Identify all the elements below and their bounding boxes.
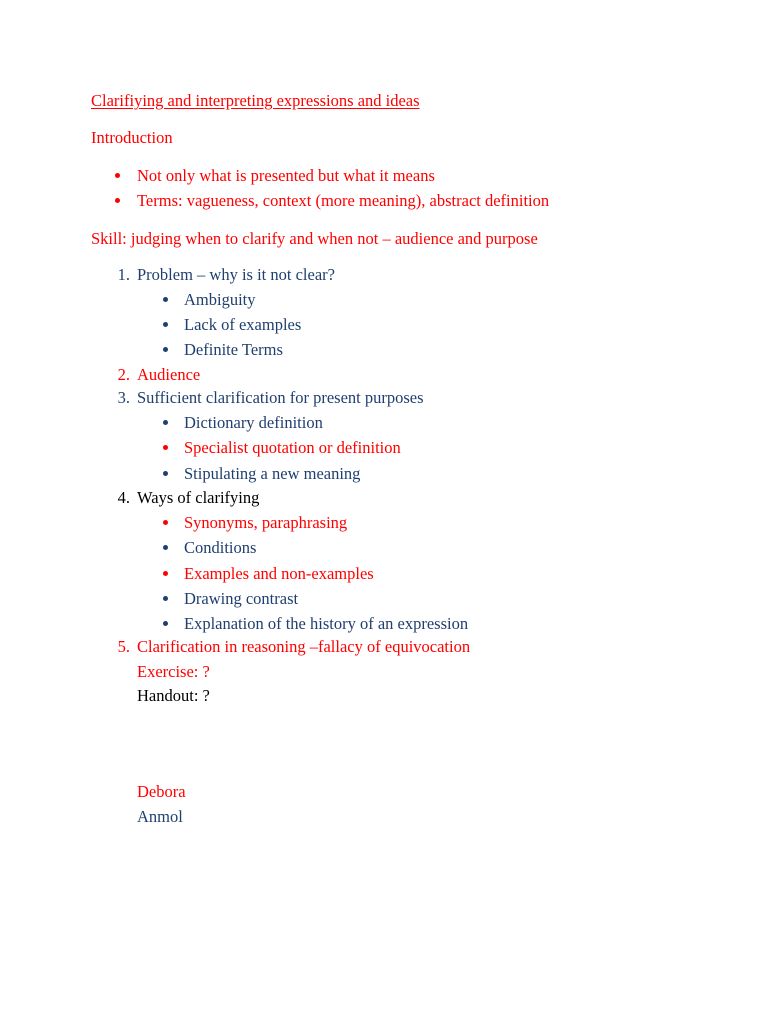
exercise-line: Exercise: ? [137, 662, 210, 681]
section-4-sub-1: Synonyms, paraphrasing [184, 513, 347, 534]
bullet-icon [163, 545, 168, 550]
section-3-sub-2: Specialist quotation or definition [184, 438, 401, 459]
section-1-sub-2: Lack of examples [184, 315, 301, 336]
bullet-icon [115, 173, 120, 178]
section-4-sub-5: Explanation of the history of an expression [184, 614, 468, 635]
bullet-icon [163, 445, 168, 450]
bullet-icon [163, 347, 168, 352]
introduction-heading: Introduction [91, 128, 173, 147]
skill-line: Skill: judging when to clarify and when not – audience and purpose [91, 229, 538, 248]
name-anmol: Anmol [137, 807, 183, 826]
section-1: 1. Problem – why is it not clear? [117, 265, 335, 284]
section-1-sub-3: Definite Terms [184, 340, 283, 361]
bullet-icon [163, 520, 168, 525]
bullet-icon [163, 297, 168, 302]
bullet-icon [163, 322, 168, 327]
section-4-sub-3: Examples and non-examples [184, 564, 374, 585]
bullet-icon [115, 198, 120, 203]
section-4: 4. Ways of clarifying [117, 488, 260, 507]
intro-bullet-2: Terms: vagueness, context (more meaning), abstract definition [137, 191, 549, 212]
handout-line: Handout: ? [137, 686, 210, 705]
bullet-icon [163, 471, 168, 476]
section-3-sub-1: Dictionary definition [184, 413, 323, 434]
bullet-icon [163, 420, 168, 425]
section-1-sub-1: Ambiguity [184, 290, 256, 311]
section-3-sub-3: Stipulating a new meaning [184, 464, 360, 485]
section-4-sub-4: Drawing contrast [184, 589, 298, 610]
bullet-icon [163, 621, 168, 626]
intro-bullet-1: Not only what is presented but what it means [137, 166, 435, 187]
section-2: 2. Audience [117, 365, 201, 384]
bullet-icon [163, 596, 168, 601]
bullet-icon [163, 571, 168, 576]
section-3: 3. Sufficient clarification for present purposes [117, 388, 424, 407]
name-debora: Debora [137, 782, 186, 801]
document-title: Clarifiying and interpreting expressions and ideas [91, 91, 420, 110]
section-4-sub-2: Conditions [184, 538, 256, 559]
section-5: 5. Clarification in reasoning –fallacy of equivocation [117, 637, 471, 656]
